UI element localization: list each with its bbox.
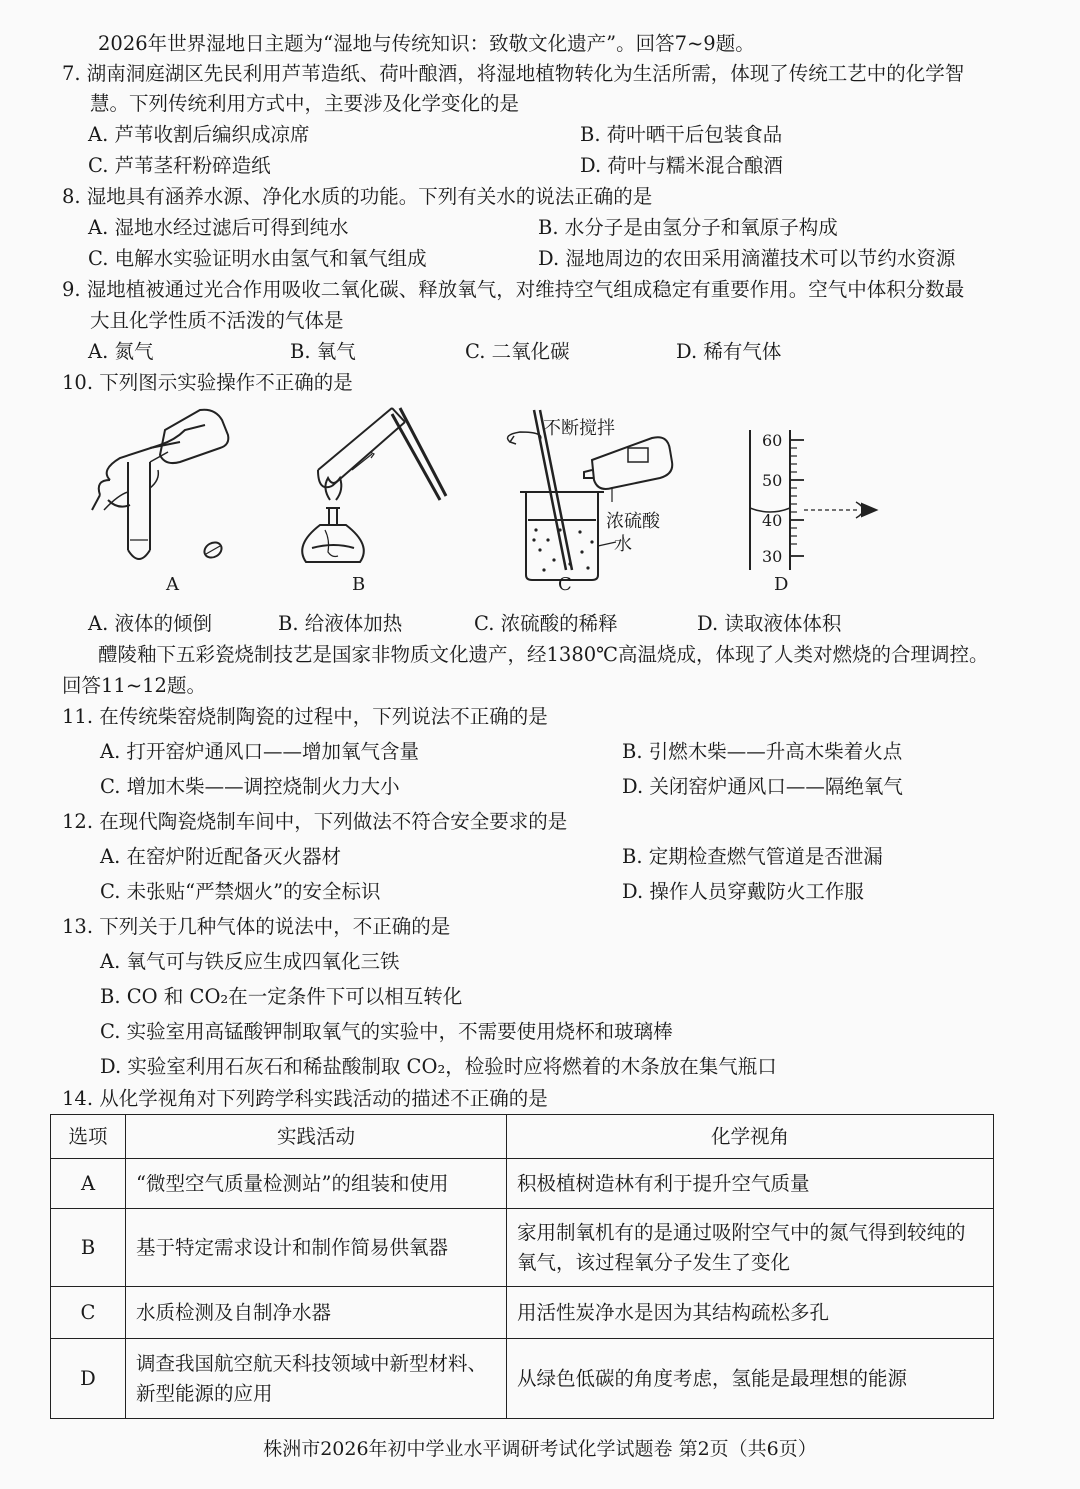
q10-stem: 10. 下列图示实验操作不正确的是 (62, 371, 353, 394)
row-d-activity: 调查我国航空航天科技领域中新型材料、新型能源的应用 (126, 1339, 507, 1419)
q9-option-d: D. 稀有气体 (676, 340, 782, 363)
water-label: 水 (614, 534, 632, 555)
q13-option-c: C. 实验室用高锰酸钾制取氧气的实验中，不需要使用烧杯和玻璃棒 (100, 1020, 673, 1043)
header-perspective: 化学视角 (507, 1115, 994, 1159)
q9-option-a: A. 氮气 (88, 340, 154, 363)
row-b-activity: 基于特定需求设计和制作简易供氧器 (126, 1209, 507, 1287)
q8-stem: 8. 湿地具有涵养水源、净化水质的功能。下列有关水的说法正确的是 (62, 185, 653, 208)
q8-option-a: A. 湿地水经过滤后可得到纯水 (88, 216, 349, 239)
row-d-option: D (51, 1339, 126, 1419)
table-row (51, 1339, 994, 1419)
q7-stem-line2: 慧。下列传统利用方式中，主要涉及化学变化的是 (90, 92, 520, 115)
q12-stem: 12. 在现代陶瓷烧制车间中，下列做法不符合安全要求的是 (62, 810, 568, 833)
q13-stem: 13. 下列关于几种气体的说法中，不正确的是 (62, 915, 451, 938)
q12-option-b: B. 定期检查燃气管道是否泄漏 (622, 845, 883, 868)
q12-option-a: A. 在窑炉附近配备灭火器材 (100, 845, 341, 868)
q7-option-a: A. 芦苇收割后编织成凉席 (88, 123, 310, 146)
q10-option-c: C. 浓硫酸的稀释 (474, 612, 618, 635)
q11-option-c: C. 增加木柴——调控烧制火力大小 (100, 775, 400, 798)
figure-c-label: C (558, 574, 572, 595)
q11-stem: 11. 在传统柴窑烧制陶瓷的过程中，下列说法不正确的是 (62, 705, 548, 728)
q9-option-b: B. 氧气 (290, 340, 356, 363)
row-c-activity: 水质检测及自制净水器 (126, 1287, 507, 1339)
q11-option-b: B. 引燃木柴——升高木柴着火点 (622, 740, 903, 763)
q13-option-a: A. 氧气可与铁反应生成四氧化三铁 (100, 950, 400, 973)
table-row (51, 1159, 994, 1209)
q13-option-d: D. 实验室利用石灰石和稀盐酸制取 CO₂，检验时应将燃着的木条放在集气瓶口 (100, 1055, 777, 1078)
tick-50: 50 (762, 471, 783, 490)
tick-60: 60 (762, 431, 783, 450)
q9-stem-line2: 大且化学性质不活泼的气体是 (90, 309, 344, 332)
q8-option-c: C. 电解水实验证明水由氢气和氧气组成 (88, 247, 427, 270)
table-row (51, 1287, 994, 1339)
q8-option-b: B. 水分子是由氢分子和氧原子构成 (538, 216, 838, 239)
q14-table (50, 1114, 994, 1419)
table-header-row (51, 1115, 994, 1159)
row-a-activity: “微型空气质量检测站”的组装和使用 (126, 1159, 507, 1209)
q10-option-d: D. 读取液体体积 (697, 612, 842, 635)
figure-a-pouring-illustration (92, 410, 228, 561)
q7-option-b: B. 荷叶晒干后包装食品 (580, 123, 783, 146)
stir-label: 不断搅拌 (543, 418, 615, 439)
intro-7-9: 2026年世界湿地日主题为“湿地与传统知识：致敬文化遗产”。回答7~9题。 (98, 32, 755, 55)
acid-label: 浓硫酸 (606, 511, 660, 532)
intro-11-12-line1: 醴陵釉下五彩瓷烧制技艺是国家非物质文化遗产，经1380℃高温烧成，体现了人类对燃烧的合理调控。 (98, 643, 989, 666)
q10-option-a: A. 液体的倾倒 (88, 612, 212, 635)
q8-option-d: D. 湿地周边的农田采用滴灌技术可以节约水资源 (538, 247, 956, 270)
row-d-perspective: 从绿色低碳的角度考虑，氢能是最理想的能源 (507, 1339, 994, 1419)
header-option: 选项 (51, 1115, 126, 1159)
tick-40: 40 (762, 511, 783, 530)
row-c-option: C (51, 1287, 126, 1339)
figure-a-label: A (166, 574, 179, 595)
table-row (51, 1209, 994, 1287)
q12-option-d: D. 操作人员穿戴防火工作服 (622, 880, 864, 903)
q9-stem-line1: 9. 湿地植被通过光合作用吸收二氧化碳、释放氧气，对维持空气组成稳定有重要作用。空气中体积分数最 (62, 278, 965, 301)
q9-option-c: C. 二氧化碳 (465, 340, 570, 363)
q7-option-c: C. 芦苇茎秆粉碎造纸 (88, 154, 271, 177)
q12-option-c: C. 未张贴“严禁烟火”的安全标识 (100, 880, 381, 903)
header-activity: 实践活动 (126, 1115, 507, 1159)
q11-option-d: D. 关闭窑炉通风口——隔绝氧气 (622, 775, 903, 798)
q13-option-b: B. CO 和 CO₂在一定条件下可以相互转化 (100, 985, 463, 1008)
row-b-option: B (51, 1209, 126, 1287)
q7-option-d: D. 荷叶与糯米混合酿酒 (580, 154, 783, 177)
q11-option-a: A. 打开窑炉通风口——增加氧气含量 (100, 740, 419, 763)
q10-option-b: B. 给液体加热 (278, 612, 403, 635)
q14-stem: 14. 从化学视角对下列跨学科实践活动的描述不正确的是 (62, 1087, 548, 1110)
page-footer: 株洲市2026年初中学业水平调研考试化学试题卷 第2页（共6页） (263, 1438, 817, 1460)
row-a-option: A (51, 1159, 126, 1209)
tick-30: 30 (762, 547, 783, 566)
figure-d-label: D (774, 574, 789, 595)
figure-b-label: B (352, 574, 366, 595)
row-a-perspective: 积极植树造林有利于提升空气质量 (507, 1159, 994, 1209)
q10-experiment-figures (0, 400, 1080, 600)
figure-b-heating-illustration (302, 408, 446, 562)
row-b-perspective: 家用制氧机有的是通过吸附空气中的氮气得到较纯的氧气，该过程氧分子发生了变化 (507, 1209, 994, 1287)
q7-stem-line1: 7. 湖南洞庭湖区先民利用芦苇造纸、荷叶酿酒，将湿地植物转化为生活所需，体现了传统工艺中的化学智 (62, 62, 965, 85)
row-c-perspective: 用活性炭净水是因为其结构疏松多孔 (507, 1287, 994, 1339)
intro-11-12-line2: 回答11~12题。 (62, 674, 206, 697)
